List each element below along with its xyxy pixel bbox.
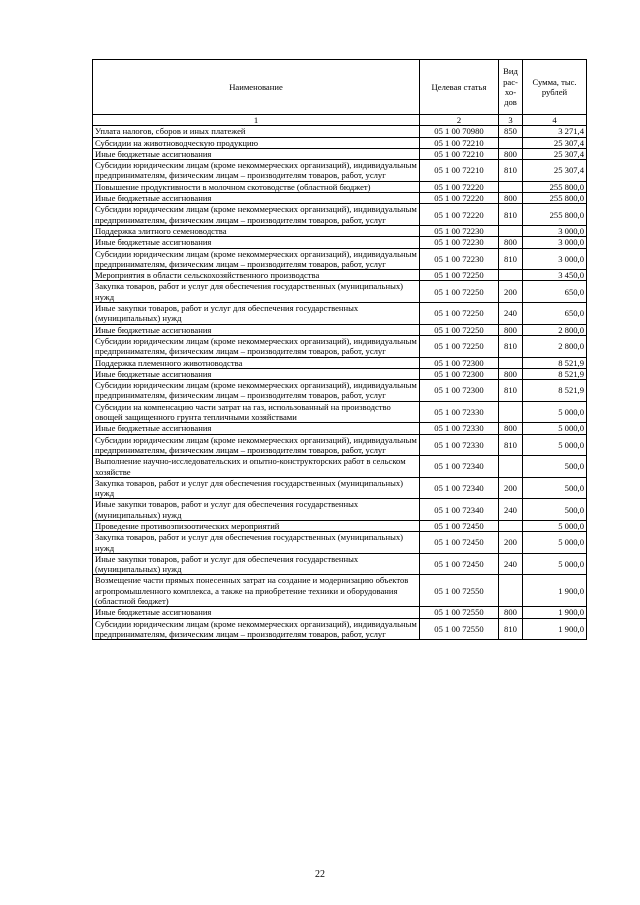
row-sum: 25 307,4 [523,148,587,159]
row-name: Иные бюджетные ассигнования [93,193,420,204]
row-sum: 3 271,4 [523,126,587,137]
row-code: 05 1 00 72300 [420,357,499,368]
row-sum: 3 000,0 [523,225,587,236]
row-code: 05 1 00 72330 [420,423,499,434]
row-type [499,401,523,423]
row-type: 810 [499,335,523,357]
table-row [93,335,587,357]
row-code: 05 1 00 72340 [420,477,499,499]
table-row [93,380,587,402]
row-type [499,575,523,607]
table-row [93,607,587,618]
row-type [499,270,523,281]
row-type: 810 [499,434,523,456]
row-name: Иные бюджетные ассигнования [93,324,420,335]
row-code: 05 1 00 72450 [420,520,499,531]
row-name: Иные бюджетные ассигнования [93,368,420,379]
row-sum: 2 800,0 [523,324,587,335]
row-type: 800 [499,368,523,379]
row-code: 05 1 00 72250 [420,303,499,325]
row-code: 05 1 00 72340 [420,499,499,521]
row-code: 05 1 00 72220 [420,181,499,192]
table-row [93,401,587,423]
row-code: 05 1 00 72250 [420,335,499,357]
row-name: Закупка товаров, работ и услуг для обеспечения государственных (муниципальных) нужд [93,532,420,554]
row-name: Проведение противоэпизоотических мероприятий [93,520,420,531]
row-sum: 3 000,0 [523,248,587,270]
row-name: Иные закупки товаров, работ и услуг для обеспечения государственных (муниципальных) нужд [93,303,420,325]
row-sum: 5 000,0 [523,434,587,456]
row-sum: 650,0 [523,281,587,303]
row-code: 05 1 00 72230 [420,225,499,236]
table-row [93,456,587,478]
header-name: Наименование [93,60,420,115]
header-code: Целевая статья [420,60,499,115]
row-code: 05 1 00 72220 [420,193,499,204]
row-type: 200 [499,532,523,554]
table-row [93,357,587,368]
budget-table [92,59,587,640]
table-row [93,148,587,159]
header-row [93,60,587,115]
row-sum: 8 521,9 [523,357,587,368]
table-row [93,575,587,607]
row-type: 800 [499,193,523,204]
row-name: Повышение продуктивности в молочном скотоводстве (областной бюджет) [93,181,420,192]
row-code: 05 1 00 72330 [420,401,499,423]
row-name: Иные бюджетные ассигнования [93,148,420,159]
table-row [93,423,587,434]
row-code: 05 1 00 72300 [420,380,499,402]
row-type [499,520,523,531]
column-number: 2 [420,115,499,126]
table-row [93,477,587,499]
row-sum: 1 900,0 [523,575,587,607]
row-code: 05 1 00 72210 [420,148,499,159]
row-code: 05 1 00 72230 [420,248,499,270]
row-type: 800 [499,423,523,434]
table-body [93,126,587,640]
row-name: Иные закупки товаров, работ и услуг для обеспечения государственных (муниципальных) нужд [93,499,420,521]
row-code: 05 1 00 72330 [420,434,499,456]
row-code: 05 1 00 72550 [420,618,499,640]
column-number: 1 [93,115,420,126]
table-row [93,303,587,325]
table-row [93,434,587,456]
table-row [93,126,587,137]
row-sum: 1 900,0 [523,618,587,640]
table-row [93,281,587,303]
row-type: 240 [499,303,523,325]
table-row [93,204,587,226]
row-sum: 500,0 [523,456,587,478]
row-sum: 5 000,0 [523,401,587,423]
row-name: Иные бюджетные ассигнования [93,237,420,248]
row-type: 240 [499,553,523,575]
row-name: Возмещение части прямых понесенных затрат на создание и модернизацию объектов агропромышленного комплекса, а также на приобретение техники и оборудования (областной бюджет) [93,575,420,607]
row-sum: 1 900,0 [523,607,587,618]
table-row [93,368,587,379]
row-sum: 5 000,0 [523,532,587,554]
row-name: Иные бюджетные ассигнования [93,607,420,618]
table-row [93,248,587,270]
row-code: 05 1 00 72340 [420,456,499,478]
row-name: Выполнение научно-исследовательских и опытно-конструкторских работ в сельском хозяйстве [93,456,420,478]
row-name: Субсидии юридическим лицам (кроме некоммерческих организаций), индивидуальным предпринимателям, физическим лицам – производителям товаров, работ, услуг [93,335,420,357]
row-sum: 2 800,0 [523,335,587,357]
row-type: 800 [499,237,523,248]
row-name: Поддержка элитного семеноводства [93,225,420,236]
row-code: 05 1 00 72220 [420,204,499,226]
row-code: 05 1 00 72550 [420,607,499,618]
row-sum: 650,0 [523,303,587,325]
page-number: 22 [315,869,325,880]
row-type: 800 [499,324,523,335]
row-sum: 8 521,9 [523,380,587,402]
row-code: 05 1 00 72210 [420,137,499,148]
row-name: Субсидии юридическим лицам (кроме некоммерческих организаций), индивидуальным предпринимателям, физическим лицам – производителям товаров, работ, услуг [93,160,420,182]
row-sum: 3 450,0 [523,270,587,281]
row-code: 05 1 00 72450 [420,532,499,554]
table-row [93,532,587,554]
table-row [93,270,587,281]
row-type: 810 [499,618,523,640]
row-code: 05 1 00 72550 [420,575,499,607]
table-row [93,237,587,248]
row-code: 05 1 00 72210 [420,160,499,182]
row-sum: 500,0 [523,499,587,521]
row-type [499,357,523,368]
column-number: 4 [523,115,587,126]
column-number-row [93,115,587,126]
row-name: Субсидии юридическим лицам (кроме некоммерческих организаций), индивидуальным предпринимателям, физическим лицам – производителям товаров, работ, услуг [93,204,420,226]
row-type: 200 [499,281,523,303]
row-type [499,137,523,148]
row-name: Закупка товаров, работ и услуг для обеспечения государственных (муниципальных) нужд [93,281,420,303]
row-type: 850 [499,126,523,137]
row-type: 810 [499,248,523,270]
row-code: 05 1 00 72250 [420,324,499,335]
row-type [499,225,523,236]
row-name: Закупка товаров, работ и услуг для обеспечения государственных (муниципальных) нужд [93,477,420,499]
table-row [93,499,587,521]
row-code: 05 1 00 72230 [420,237,499,248]
table-row [93,181,587,192]
table-row [93,324,587,335]
row-code: 05 1 00 72250 [420,281,499,303]
row-sum: 255 800,0 [523,193,587,204]
row-sum: 5 000,0 [523,520,587,531]
row-type: 200 [499,477,523,499]
header-type: Вид рас-хо-дов [499,60,523,115]
table-row [93,160,587,182]
row-name: Субсидии на компенсацию части затрат на газ, использованный на производство овощей защищенного грунта тепличными хозяйствами [93,401,420,423]
row-type: 810 [499,204,523,226]
row-name: Мероприятия в области сельскохозяйственного производства [93,270,420,281]
row-name: Уплата налогов, сборов и иных платежей [93,126,420,137]
table-row [93,520,587,531]
table-row [93,553,587,575]
row-sum: 3 000,0 [523,237,587,248]
row-sum: 25 307,4 [523,160,587,182]
row-type: 800 [499,607,523,618]
row-sum: 5 000,0 [523,423,587,434]
row-type: 810 [499,160,523,182]
row-code: 05 1 00 72250 [420,270,499,281]
row-sum: 255 800,0 [523,204,587,226]
row-type [499,456,523,478]
header-sum: Сумма, тыс. рублей [523,60,587,115]
row-type: 800 [499,148,523,159]
row-sum: 25 307,4 [523,137,587,148]
row-type: 810 [499,380,523,402]
row-sum: 5 000,0 [523,553,587,575]
row-name: Иные закупки товаров, работ и услуг для обеспечения государственных (муниципальных) нужд [93,553,420,575]
row-sum: 8 521,9 [523,368,587,379]
row-name: Субсидии юридическим лицам (кроме некоммерческих организаций), индивидуальным предпринимателям, физическим лицам – производителям товаров, работ, услуг [93,618,420,640]
table-row [93,193,587,204]
row-name: Субсидии юридическим лицам (кроме некоммерческих организаций), индивидуальным предпринимателям, физическим лицам – производителям товаров, работ, услуг [93,248,420,270]
budget-table-container [92,59,586,640]
row-name: Субсидии юридическим лицам (кроме некоммерческих организаций), индивидуальным предпринимателям, физическим лицам – производителям товаров, работ, услуг [93,434,420,456]
row-name: Субсидии на животноводческую продукцию [93,137,420,148]
row-code: 05 1 00 70980 [420,126,499,137]
row-sum: 255 800,0 [523,181,587,192]
table-row [93,137,587,148]
row-type [499,181,523,192]
row-type: 240 [499,499,523,521]
row-name: Субсидии юридическим лицам (кроме некоммерческих организаций), индивидуальным предпринимателям, физическим лицам – производителям товаров, работ, услуг [93,380,420,402]
column-number: 3 [499,115,523,126]
table-row [93,225,587,236]
row-code: 05 1 00 72300 [420,368,499,379]
row-name: Поддержка племенного животноводства [93,357,420,368]
row-name: Иные бюджетные ассигнования [93,423,420,434]
table-row [93,618,587,640]
row-code: 05 1 00 72450 [420,553,499,575]
row-sum: 500,0 [523,477,587,499]
